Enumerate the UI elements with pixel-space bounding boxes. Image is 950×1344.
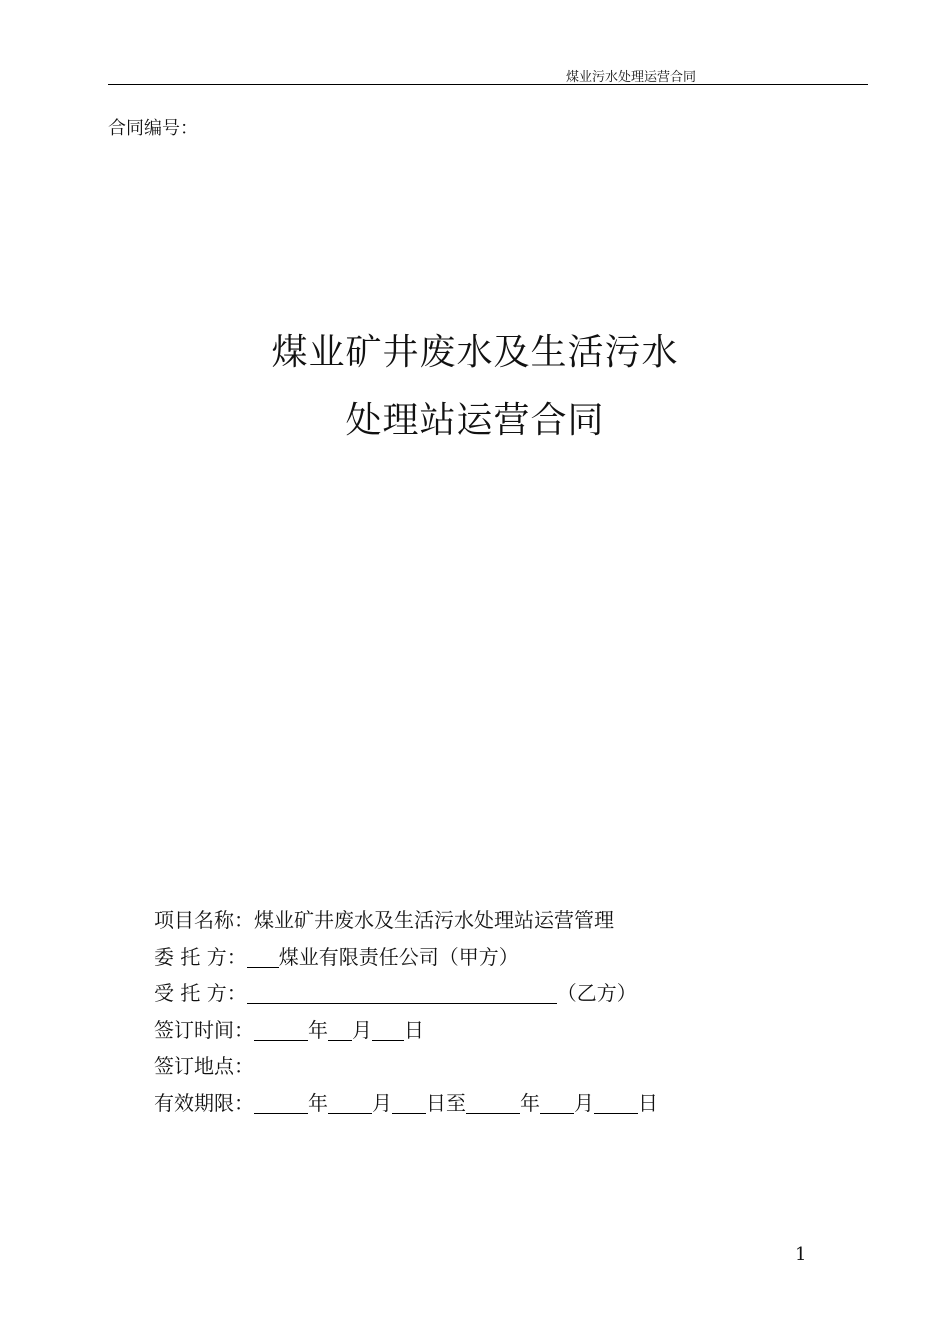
validity-end-day-blank[interactable] bbox=[594, 1091, 638, 1114]
signing-place-row bbox=[154, 1048, 658, 1085]
validity-start-day-blank[interactable] bbox=[392, 1091, 426, 1114]
signing-month-unit: 月 bbox=[352, 1017, 372, 1042]
validity-label: 有效期限： bbox=[154, 1090, 254, 1115]
entrusted-party-blank[interactable] bbox=[247, 981, 557, 1004]
signing-year-unit: 年 bbox=[308, 1017, 328, 1042]
entrusted-party-suffix: （乙方） bbox=[556, 981, 637, 1005]
project-name-label: 项目名称： bbox=[154, 908, 254, 932]
entrusting-party-row bbox=[154, 939, 658, 976]
page-number: 1 bbox=[795, 1244, 807, 1265]
validity-end-month-unit: 月 bbox=[574, 1090, 594, 1115]
validity-start-month-unit: 月 bbox=[372, 1090, 392, 1115]
validity-start-year-blank[interactable] bbox=[254, 1091, 308, 1114]
validity-start-month-blank[interactable] bbox=[328, 1091, 372, 1114]
validity-end-day-unit: 日 bbox=[638, 1090, 658, 1115]
document-title-line-2: 处理站运营合同 bbox=[345, 400, 605, 441]
validity-start-day-unit: 日至 bbox=[426, 1090, 466, 1115]
signing-date-row bbox=[154, 1012, 658, 1049]
signing-year-blank[interactable] bbox=[254, 1018, 308, 1041]
validity-end-year-unit: 年 bbox=[520, 1090, 540, 1115]
contract-number-label: 合同编号： bbox=[108, 118, 198, 139]
entrusting-party-blank[interactable] bbox=[247, 945, 279, 968]
entrusted-party-row bbox=[154, 975, 658, 1012]
signing-month-blank[interactable] bbox=[328, 1018, 352, 1041]
entrusted-party-label: 受 托 方： bbox=[154, 981, 247, 1005]
entrusting-party-value: 煤业有限责任公司（甲方） bbox=[278, 944, 519, 969]
project-name-row bbox=[154, 902, 658, 939]
entrusting-party-label: 委 托 方： bbox=[154, 944, 247, 969]
document-title-line-1: 煤业矿井废水及生活污水 bbox=[271, 332, 679, 373]
project-name-value: 煤业矿井废水及生活污水处理站运营管理 bbox=[254, 908, 614, 932]
signing-day-blank[interactable] bbox=[372, 1018, 404, 1041]
validity-start-year-unit: 年 bbox=[308, 1090, 328, 1115]
signing-place-label: 签订地点： bbox=[154, 1054, 254, 1078]
signing-day-unit: 日 bbox=[404, 1017, 424, 1042]
contract-info-fields bbox=[154, 902, 658, 1121]
validity-end-year-blank[interactable] bbox=[466, 1091, 520, 1114]
running-header-title: 煤业污水处理运营合同 bbox=[565, 70, 696, 85]
signing-date-label: 签订时间： bbox=[154, 1017, 254, 1042]
validity-row bbox=[154, 1085, 658, 1122]
validity-end-month-blank[interactable] bbox=[540, 1091, 574, 1114]
running-header bbox=[108, 64, 868, 85]
